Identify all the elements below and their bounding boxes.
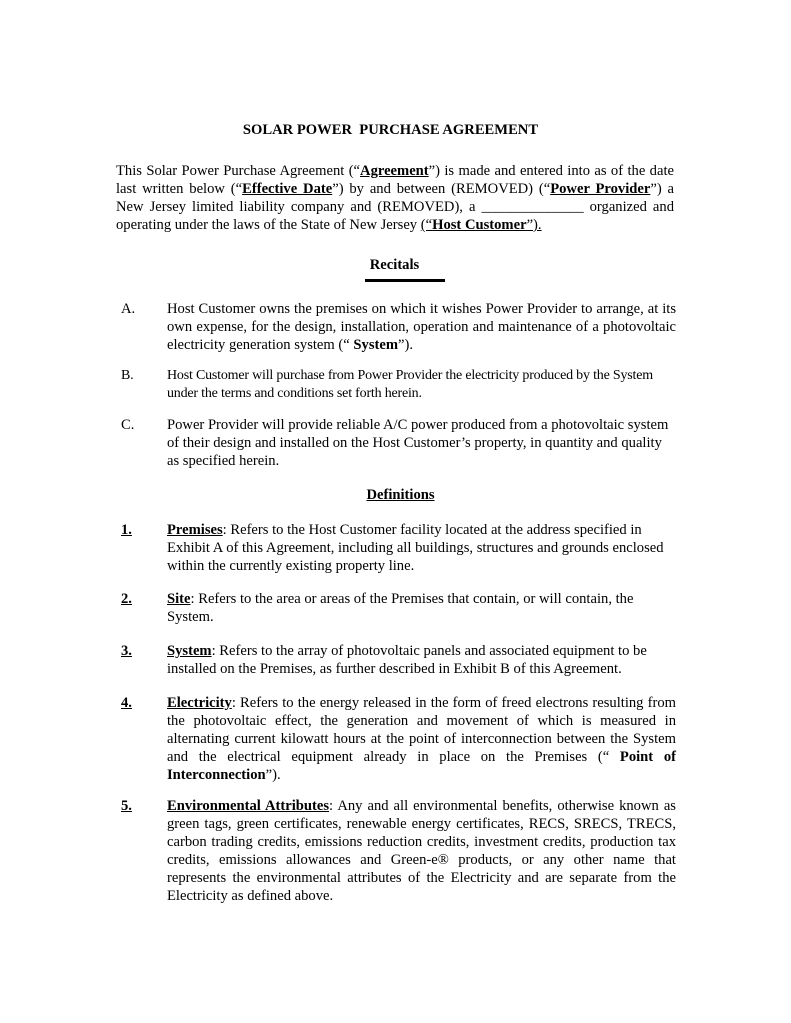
- definition-item: 3. System: Refers to the array of photovoltaic panels and associated equipment to be installed on the Premises, as further described in Exhibit B of this Agreement.: [121, 643, 647, 677]
- recital-item: C. Power Provider will provide reliable A/C power produced from a photovoltaic system of their design and installed on the Host Customer’s property, in quantity and quality as specified herein.: [121, 417, 669, 469]
- term-power-provider: Power Provider: [550, 181, 651, 197]
- definitions-heading: Definitions: [366, 487, 435, 503]
- term-host-customer: (“Host Customer”).: [420, 217, 542, 233]
- document-title: SOLAR POWER PURCHASE AGREEMENT: [242, 122, 539, 138]
- term-agreement: Agreement: [360, 163, 429, 179]
- definition-item: 4. Electricity: Refers to the energy released in the form of freed electrons resulting from the photovoltaic effect, the generation and movement of which is measured in alternating current kilowatt hours at the point of interconnection between the System and the electrical equipment already in place on the Premises (“ Point of Interconnection”).: [121, 695, 676, 783]
- intro-paragraph: This Solar Power Purchase Agreement (“Agreement”) is made and entered into as of the date last written below (“Effective Date”) by and between (REMOVED) (“Power Provider”) a New Jersey limited liability company and (REMOVED), a ______________ organized and operating under the laws of the State of New Jersey (“Host Customer”).: [116, 163, 674, 233]
- recital-item: B. Host Customer will purchase from Power Provider the electricity produced by the System under the terms and conditions set forth herein.: [121, 368, 653, 401]
- definition-item: 5. Environmental Attributes: Any and all environmental benefits, otherwise known as green tags, green certificates, renewable energy certificates, RECS, SRECS, TRECS, carbon trading credits, emissions reduction credits, investment credits, production tax credits, emissions allowances and Green-e® products, or any other name that represents the environmental attributes of the Electricity and are separate from the Electricity as defined above.: [121, 798, 676, 904]
- recitals-heading: Recitals: [369, 257, 420, 273]
- recital-item: A. Host Customer owns the premises on which it wishes Power Provider to arrange, at its own expense, for the design, installation, operation and maintenance of a photovoltaic electricity generation system (“ System”).: [121, 301, 676, 353]
- definition-item: 1. Premises: Refers to the Host Customer facility located at the address specified in Exhibit A of this Agreement, including all buildings, structures and grounds enclosed within the currently existing property line.: [121, 522, 664, 574]
- recitals-underline: [365, 279, 445, 282]
- definition-item: 2. Site: Refers to the area or areas of the Premises that contain, or will contain, the System.: [121, 591, 634, 625]
- term-effective-date: Effective Date: [242, 181, 333, 197]
